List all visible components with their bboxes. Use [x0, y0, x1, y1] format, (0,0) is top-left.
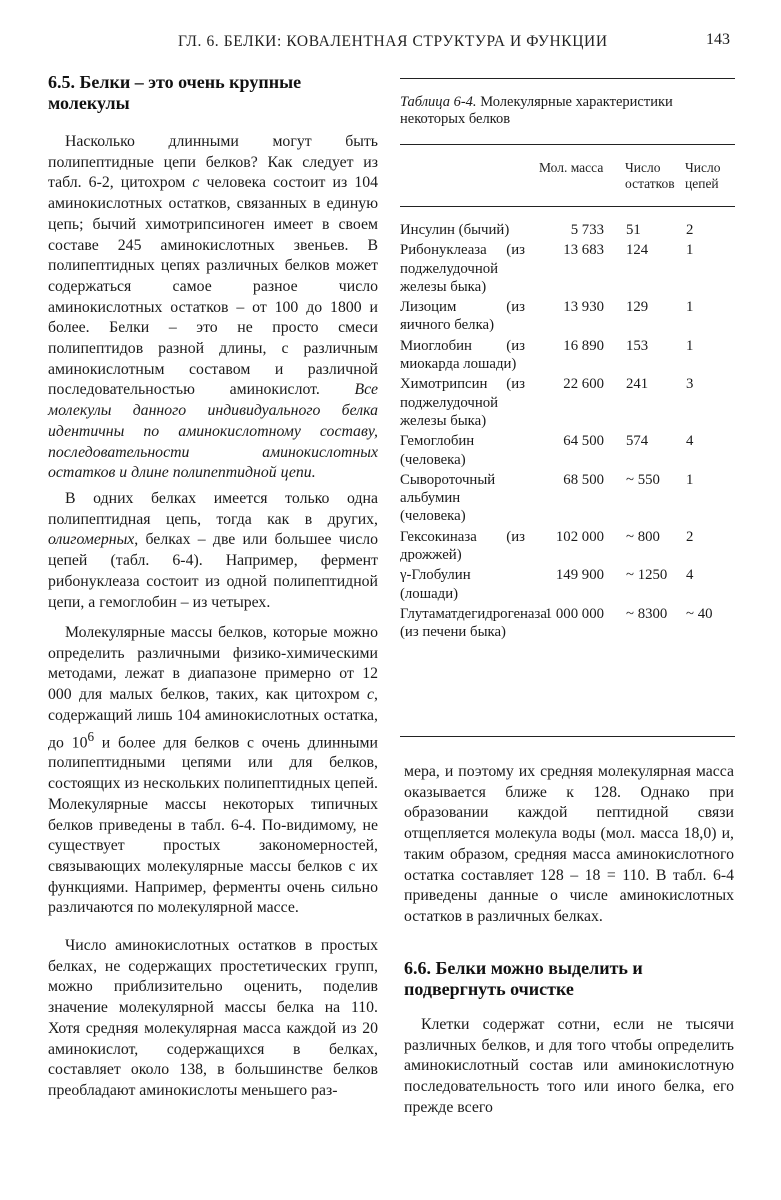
molecular-mass: 102 000 [555, 528, 604, 545]
table-top-rule [400, 78, 735, 79]
running-header: ГЛ. 6. БЕЛКИ: КОВАЛЕНТНАЯ СТРУКТУРА И ФУНКЦИИ [178, 33, 608, 50]
molecular-mass: 1 000 000 [544, 605, 604, 622]
chain-count: 4 [686, 433, 694, 450]
molecular-mass: 22 600 [563, 376, 604, 393]
residue-count: ~ 550 [626, 471, 660, 488]
section-title-6-6: 6.6. Белки можно выделить и подвергнуть очистке [404, 958, 643, 999]
molecular-mass: 16 890 [563, 337, 604, 354]
chain-count: 3 [686, 376, 694, 393]
table-header-rule-bottom [400, 206, 735, 207]
chain-count: ~ 40 [686, 605, 713, 622]
table-row [400, 432, 735, 469]
protein-name: Гемоглобин (человека) [400, 433, 475, 468]
paragraph-2: В одних белках имеется только одна полипептидная цепь, тогда как в других, олигомерных, белках – две или большее число цепей (табл. 6-4). Например, фермент рибонуклеаза состоит из одной полипептидной цепи, а гемоглобин – из четырех. [48, 490, 378, 611]
section-title-6-5: 6.5. Белки – это очень крупные молекулы [48, 72, 302, 113]
paragraph-5: мера, и поэтому их средняя молекулярная масса оказывается ближе к 128. Однако при образовании каждой пептидной связи отщепляется молекула воды (мол. масса 18,0) и, таким образом, средняя масса аминокислотного остатка составляет 128 – 18 = 110. В табл. 6-4 приведены данные о числе аминокислотных остатков в различных белках. [404, 763, 734, 925]
molecular-mass: 5 733 [570, 222, 604, 238]
table-row [400, 298, 735, 335]
residue-count: 574 [626, 433, 649, 450]
column-header-mass: Мол. масса [539, 160, 604, 175]
protein-name: Глутаматдегидрогеназа (из печени быка) [400, 605, 547, 641]
protein-name: Сывороточный альбумин (человека) [400, 471, 496, 525]
protein-name: γ-Глобулин (лошади) [400, 567, 471, 602]
residue-count: 124 [626, 242, 649, 259]
protein-name: Лизоцим (из яичного белка) [400, 299, 525, 334]
residue-count: 51 [626, 222, 641, 238]
protein-name: Миоглобин (из миокарда лошади) [400, 337, 525, 373]
chain-count: 2 [686, 528, 694, 545]
molecular-mass: 68 500 [563, 471, 604, 488]
table-row [400, 375, 735, 430]
residue-count: ~ 1250 [626, 567, 668, 584]
page-number: 143 [706, 31, 730, 48]
molecular-mass: 64 500 [563, 433, 604, 450]
paragraph-1: Насколько длинными могут быть полипептидные цепи белков? Как следует из табл. 6-2, цитохром c человека состоит из 104 аминокислотных остатков, связанных в единую цепь; бычий химотрипсиноген имеет в своем составе 245 аминокислотных звеньев. В полипептидных цепях различных белков может содержаться самое разное число аминокислотных остатков – от 100 до 1800 и более. Белки – это не просто смеси полипептидов разной длины, с различным аминокислотным составом и различной последовательностью аминокислот. Все молекулы данного индивидуального белка идентичны по аминокислотному составу, последовательности аминокислотных остатков и длине полипептидной цепи. [48, 133, 379, 482]
table-row [400, 471, 735, 526]
molecular-mass: 13 930 [563, 299, 604, 316]
protein-name: Химотрипсин (из поджелудочной железы быка) [400, 376, 525, 429]
table-row [400, 528, 735, 565]
column-header-residues: Число остатков [625, 160, 675, 191]
residue-count: ~ 800 [626, 528, 660, 545]
chain-count: 1 [686, 337, 694, 354]
protein-name: Инсулин (бычий) [400, 222, 510, 238]
table-row [400, 221, 735, 239]
column-header-chains: Число цепей [685, 160, 721, 191]
table-row [400, 241, 735, 296]
paragraph-4: Число аминокислотных остатков в простых белках, не содержащих простетических групп, можно приблизительно оценить, поделив значение молекулярной массы белка на 110. Хотя средняя молекулярная масса каждой из 20 аминокислот, содержащихся в белках, составляет около 138, в большинстве белков преобладают аминокислоты меньшего раз- [48, 937, 378, 1099]
residue-count: ~ 8300 [626, 605, 668, 622]
table-row [400, 337, 735, 374]
residue-count: 153 [626, 337, 649, 354]
residue-count: 129 [626, 299, 649, 316]
table-body [400, 221, 735, 644]
chain-count: 2 [686, 222, 694, 238]
paragraph-3: Молекулярные массы белков, которые можно определить различными физико-химическими методами, лежат в диапазоне примерно от 12 000 для малых белков, таких, как цитохром c, содержащий лишь 104 аминокислотных остатка, до $10^6$ и более для белков с очень длинными полипептидными цепями или для белков, состоящих из нескольких полипептидных цепей. Молекулярные массы некоторых типичных белков приведены в табл. 6-4. По-видимому, не существует простых закономерностей, связывающих молекулярные массы белков с их функциями. Например, ферменты очень сильно различаются по молекулярной массе. [48, 624, 378, 917]
protein-name: Рибонуклеаза (из поджелудочной железы быка) [400, 242, 525, 295]
table-row [400, 605, 735, 642]
paragraph-6: Клетки содержат сотни, если не тысячи различных белков, и для того чтобы определить аминокислотный состав или аминокислотную последовательность того или иного белка, его прежде всего [404, 1016, 734, 1116]
protein-name: Гексокиназа (из дрожжей) [400, 528, 525, 564]
chain-count: 1 [686, 242, 694, 259]
table-header-rule-top [400, 144, 735, 145]
chain-count: 1 [686, 299, 694, 316]
table-row [400, 566, 735, 603]
molecular-mass: 149 900 [555, 567, 604, 584]
table-bottom-rule [400, 736, 735, 737]
chain-count: 4 [686, 567, 694, 584]
molecular-mass: 13 683 [563, 242, 604, 259]
chain-count: 1 [686, 471, 694, 488]
table-caption: Таблица 6-4. Молекулярные характеристики некоторых белков [400, 94, 673, 127]
residue-count: 241 [626, 376, 649, 393]
